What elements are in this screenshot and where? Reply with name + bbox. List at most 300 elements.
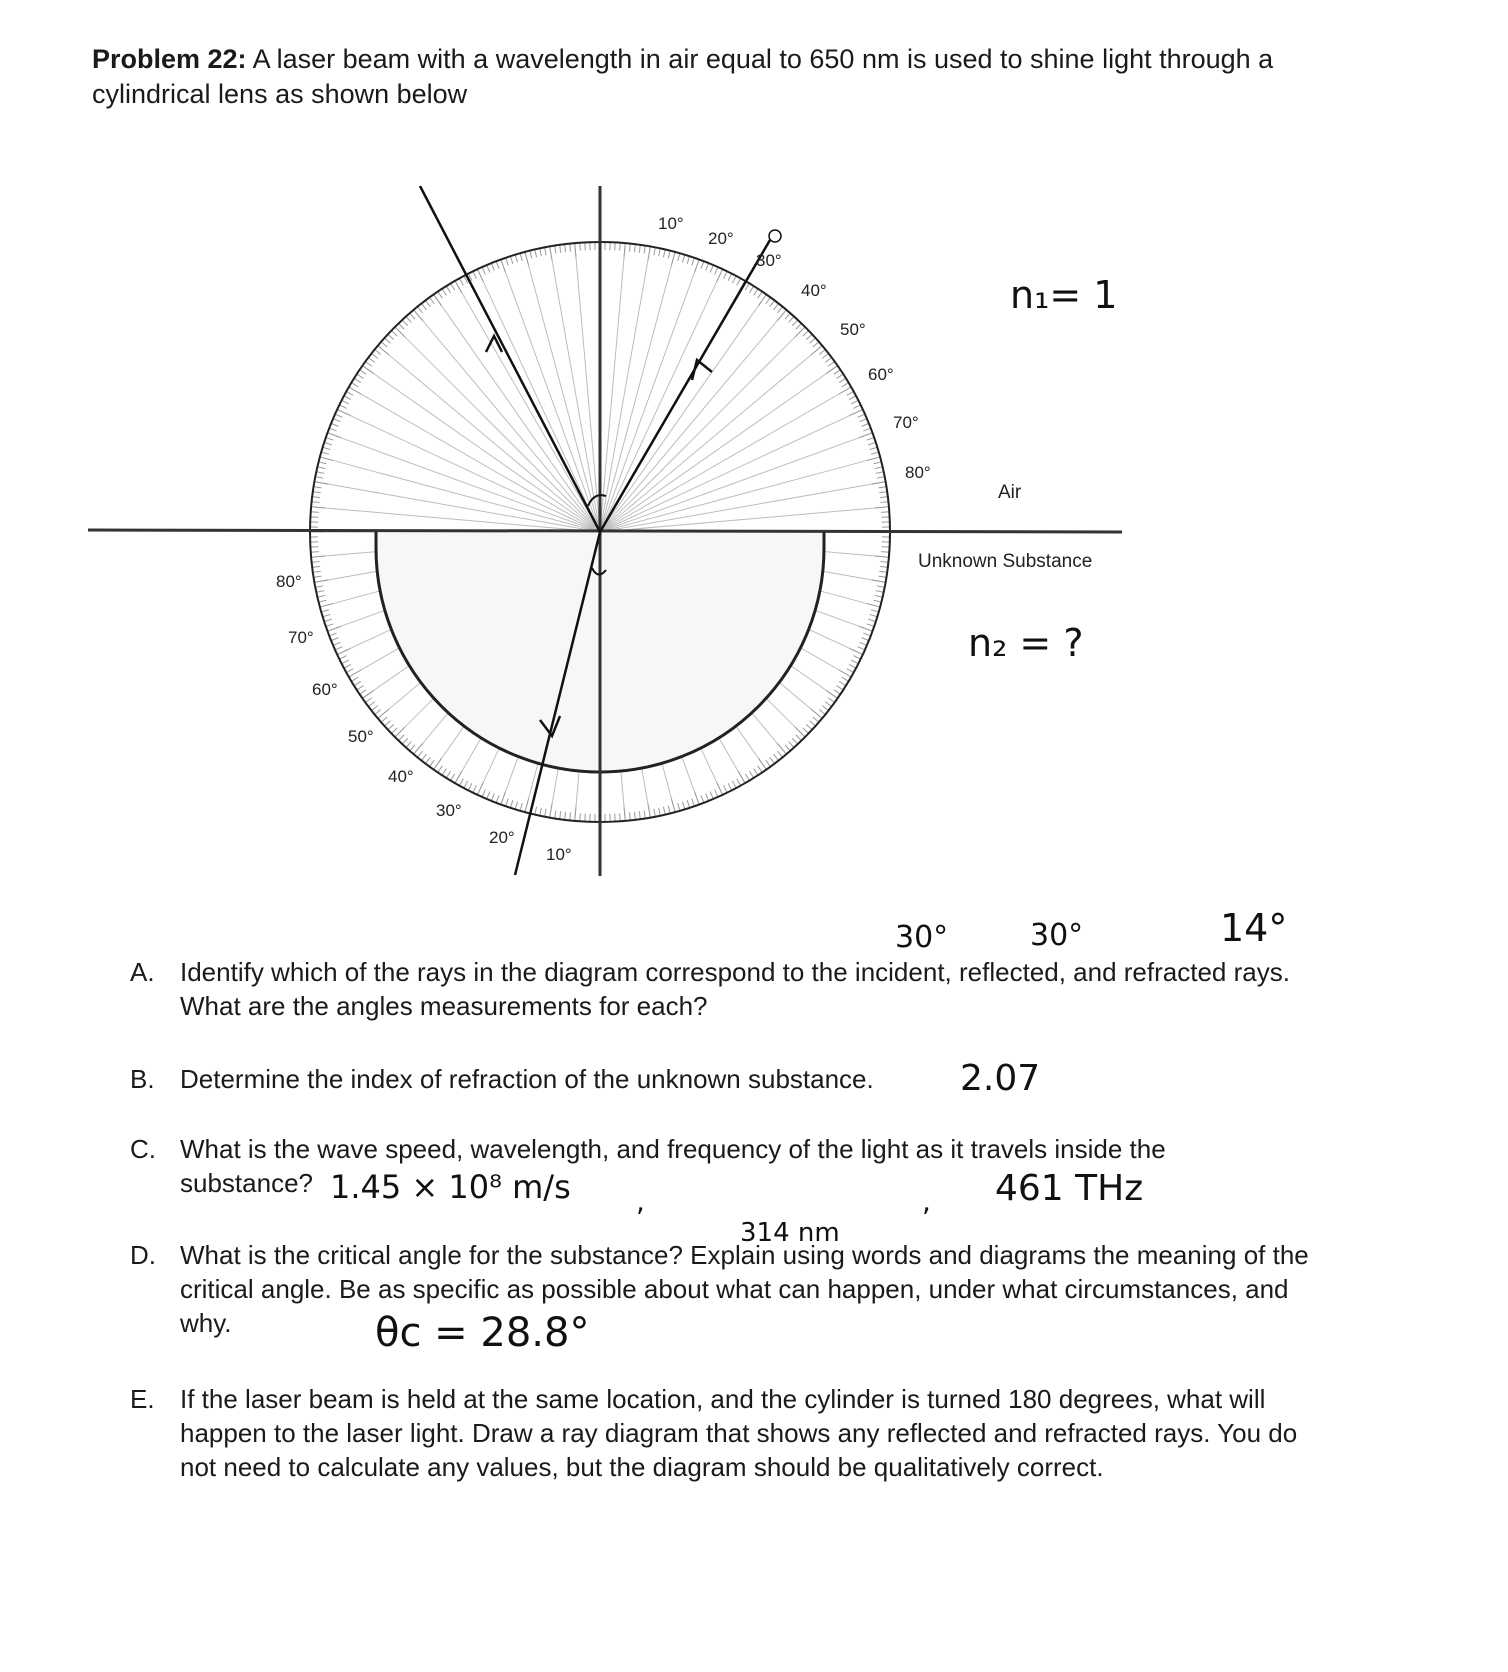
protractor-tick [487, 265, 490, 272]
answer-c-frequency: 461 THz [995, 1168, 1144, 1209]
protractor-tick [399, 735, 405, 741]
protractor-tick [468, 783, 472, 790]
protractor-tick [715, 267, 718, 274]
protractor-tick [333, 419, 340, 422]
protractor-tick [861, 423, 868, 426]
protractor-tick [391, 728, 397, 734]
question-e-letter: E. [130, 1384, 155, 1414]
protractor-tick [880, 497, 888, 498]
protractor-tick [810, 338, 816, 343]
protractor-tick [789, 316, 794, 322]
protractor-tick [506, 258, 509, 266]
protractor-tick [342, 400, 349, 404]
protractor-tick [792, 320, 797, 326]
protractor-tick [421, 754, 426, 760]
protractor-tick [861, 638, 868, 641]
protractor-tick [694, 259, 699, 272]
protractor-tick [311, 507, 325, 508]
answer-d-critical: θc = 28.8° [375, 1310, 590, 1356]
protractor-tick [344, 396, 351, 400]
question-d-text: What is the critical angle for the substance? Explain using words and diagrams the meaning of the critical angle. Be as specific as possible about what can happen, under what circumstances, and why. [180, 1240, 1309, 1338]
protractor-tick [810, 721, 816, 726]
protractor-tick [863, 428, 870, 431]
protractor-tick [777, 751, 782, 757]
protractor-tick [570, 244, 571, 252]
protractor-tick [879, 487, 887, 488]
protractor-tick [819, 349, 825, 354]
protractor-tick [849, 396, 856, 400]
protractor-tick [570, 812, 571, 820]
protractor-tick [319, 462, 327, 464]
protractor-tick [329, 428, 336, 431]
protractor-tick [668, 806, 670, 814]
protractor-tick [624, 807, 625, 821]
protractor-tick [312, 502, 320, 503]
protractor-tick [803, 728, 809, 734]
protractor-tick [774, 754, 779, 760]
protractor-tick [417, 307, 422, 313]
protractor-tick [774, 303, 779, 309]
protractor-tick [323, 447, 331, 449]
protractor-tick [839, 387, 851, 394]
protractor-tick [375, 349, 381, 354]
protractor-tick [406, 742, 411, 748]
protractor-tick [867, 438, 875, 441]
protractor-tick [368, 702, 374, 707]
protractor-tick [732, 781, 736, 788]
protractor-tick [806, 724, 812, 729]
protractor-tick [872, 482, 886, 484]
protractor-tick [738, 771, 745, 783]
protractor-tick [754, 769, 758, 776]
protractor-tick [371, 706, 377, 711]
protractor-tick [506, 799, 509, 807]
protractor-tick [648, 246, 650, 260]
protractor-tick [351, 383, 358, 387]
protractor-tick [354, 378, 361, 382]
protractor-tick [880, 566, 888, 567]
upper-label-80: 80° [905, 463, 931, 482]
upper-label-20: 20° [708, 229, 734, 248]
protractor-tick [777, 307, 782, 313]
protractor-tick [639, 245, 640, 253]
protractor-tick [875, 467, 883, 469]
protractor-tick [881, 512, 889, 513]
problem-text: A laser beam with a wavelength in air equal to 650 nm is used to shine light through a cylindrical lens as shown below [92, 44, 1274, 109]
protractor-tick [545, 247, 547, 255]
question-c [130, 1132, 1340, 1200]
protractor-tick [877, 477, 885, 479]
protractor-spoke [600, 507, 889, 532]
protractor-tick [737, 779, 741, 786]
protractor-tick [575, 243, 576, 257]
answer-a-refracted: 14° [1220, 906, 1288, 950]
protractor-tick [501, 259, 506, 272]
protractor-tick [879, 571, 887, 572]
protractor-tick [384, 338, 390, 343]
protractor-tick [828, 362, 834, 367]
protractor-tick [324, 619, 332, 621]
protractor-tick [867, 457, 881, 461]
protractor-tick [315, 477, 323, 479]
protractor-tick [766, 760, 771, 766]
protractor-tick [319, 600, 327, 602]
protractor-tick [312, 566, 320, 567]
lower-label-80: 80° [276, 572, 302, 591]
protractor-tick [575, 807, 576, 821]
protractor-tick [749, 771, 753, 778]
protractor-tick [849, 664, 856, 668]
protractor-tick [320, 603, 334, 607]
lower-label-70: 70° [288, 628, 314, 647]
protractor-tick [446, 286, 450, 293]
protractor-tick [870, 447, 878, 449]
protractor-tick [535, 249, 537, 257]
protractor-tick [365, 362, 371, 367]
air-label: Air [998, 482, 1022, 503]
protractor-tick [510, 256, 512, 264]
protractor-tick [327, 433, 340, 438]
protractor-tick [371, 353, 377, 358]
protractor-tick [375, 709, 381, 714]
protractor-spoke [600, 259, 699, 532]
protractor-tick [701, 261, 704, 268]
protractor-tick [863, 633, 870, 636]
protractor-tick [482, 267, 485, 274]
protractor-tick [344, 664, 351, 668]
protractor-spoke [311, 507, 600, 532]
protractor-tick [839, 378, 846, 382]
protractor-tick [384, 721, 390, 726]
protractor-tick [315, 586, 323, 588]
protractor-tick [580, 813, 581, 821]
protractor-tick [365, 698, 371, 703]
protractor-tick [381, 717, 387, 722]
protractor-spoke [327, 433, 600, 532]
protractor-tick [342, 660, 349, 664]
protractor-tick [654, 809, 656, 817]
upper-label-50: 50° [840, 320, 866, 339]
protractor-tick [659, 248, 661, 256]
upper-label-60: 60° [868, 365, 894, 384]
protractor-tick [491, 263, 494, 270]
question-b-letter: B. [130, 1064, 155, 1094]
protractor-tick [796, 735, 802, 741]
protractor-tick [834, 370, 841, 374]
protractor-tick [525, 252, 529, 266]
protractor-tick [663, 249, 665, 257]
protractor-tick [758, 292, 762, 299]
protractor-tick [687, 800, 689, 808]
protractor-tick [624, 243, 625, 257]
protractor-tick [875, 595, 883, 597]
answer-c-wavelength: 314 nm [740, 1218, 840, 1248]
protractor-tick [535, 807, 537, 815]
protractor-tick [317, 467, 325, 469]
protractor-spoke [337, 409, 600, 532]
protractor-tick [858, 414, 865, 417]
protractor-tick [724, 271, 728, 278]
protractor-spoke [501, 259, 600, 532]
protractor-tick [701, 795, 704, 802]
protractor-tick [324, 442, 332, 444]
protractor-tick [560, 245, 561, 253]
protractor-tick [678, 253, 680, 261]
protractor-tick [317, 595, 325, 597]
protractor-tick [349, 670, 361, 677]
protractor-tick [877, 586, 885, 588]
protractor-tick [316, 472, 324, 474]
protractor-tick [459, 278, 463, 285]
protractor-tick [339, 405, 346, 409]
protractor-tick [313, 571, 321, 572]
protractor-tick [876, 591, 884, 593]
protractor-tick [867, 624, 875, 627]
protractor-tick [717, 782, 723, 795]
protractor-tick [477, 269, 483, 282]
lower-label-30: 30° [436, 801, 462, 820]
answer-c-speed: 1.45 × 10⁸ m/s [330, 1168, 571, 1206]
interface-line [88, 530, 1122, 532]
protractor-tick [785, 745, 790, 751]
protractor-tick [313, 492, 321, 493]
protractor-tick [639, 811, 640, 819]
upper-label-30: 30° [756, 251, 782, 270]
lower-label-10: 10° [546, 845, 572, 864]
protractor-tick [687, 256, 689, 264]
protractor-tick [842, 383, 849, 387]
protractor-tick [473, 785, 477, 792]
protractor-tick [803, 331, 809, 337]
protractor-tick [858, 647, 865, 650]
protractor-spoke [320, 457, 600, 532]
protractor-tick [682, 802, 684, 810]
protractor-tick [853, 405, 860, 409]
protractor-tick [796, 323, 802, 329]
protractor-tick [357, 374, 364, 378]
protractor-tick [634, 812, 635, 820]
pin-circle-icon [769, 230, 781, 242]
protractor-tick [871, 452, 879, 454]
protractor-tick [749, 286, 753, 293]
protractor-tick [671, 799, 675, 813]
protractor-tick [876, 472, 884, 474]
protractor-tick [337, 649, 350, 655]
protractor-tick [663, 807, 665, 815]
protractor-spoke [600, 243, 625, 532]
protractor-tick [694, 791, 699, 804]
protractor-tick [333, 642, 340, 645]
protractor-spoke [600, 457, 880, 532]
problem-label: Problem 22: [92, 44, 247, 74]
protractor-tick [770, 757, 775, 763]
protractor-tick [682, 255, 684, 263]
protractor-tick [859, 433, 872, 438]
protractor-tick [875, 556, 889, 557]
protractor-tick [813, 717, 819, 722]
protractor-tick [580, 243, 581, 251]
upper-label-10: 10° [658, 214, 684, 233]
protractor-tick [880, 561, 888, 562]
protractor-tick [402, 738, 407, 744]
protractor-tick [525, 799, 529, 813]
answer-b-index: 2.07 [960, 1058, 1041, 1099]
protractor-tick [446, 771, 450, 778]
protractor-tick [565, 812, 566, 820]
protractor-tick [496, 795, 499, 802]
protractor-tick [540, 248, 542, 256]
protractor-tick [870, 614, 878, 616]
protractor-tick [496, 261, 499, 268]
protractor-tick [717, 269, 723, 282]
protractor-tick [644, 246, 645, 254]
question-b-text: Determine the index of refraction of the unknown substance. [180, 1064, 874, 1094]
question-a-letter: A. [130, 957, 155, 987]
protractor-tick [346, 669, 353, 673]
protractor-tick [491, 793, 494, 800]
protractor-tick [515, 802, 517, 810]
question-d [130, 1238, 1340, 1340]
protractor-tick [706, 793, 709, 800]
protractor-tick [477, 782, 483, 795]
protractor-tick [326, 624, 334, 627]
protractor-tick [710, 792, 713, 799]
protractor-tick [825, 702, 831, 707]
protractor-tick [745, 283, 749, 290]
protractor-tick [311, 512, 319, 513]
protractor-tick [629, 244, 630, 252]
protractor-tick [360, 690, 367, 694]
protractor-tick [351, 677, 358, 681]
question-a-text: Identify which of the rays in the diagram correspond to the incident, reflected, and refracted rays. What are the angles measurements for each? [180, 957, 1290, 1021]
protractor-tick [822, 706, 828, 711]
answer-c-sep1: , [636, 1185, 645, 1218]
protractor-tick [314, 580, 328, 582]
protractor-tick [335, 414, 342, 417]
protractor-tick [545, 809, 547, 817]
protractor-tick [335, 647, 342, 650]
protractor-tick [473, 271, 477, 278]
protractor-tick [874, 462, 882, 464]
protractor-tick [314, 487, 322, 488]
protractor-tick [875, 507, 889, 508]
protractor-tick [360, 370, 367, 374]
protractor-tick [417, 751, 422, 757]
protractor-tick [728, 274, 732, 281]
protractor-tick [792, 738, 797, 744]
protractor-tick [839, 670, 851, 677]
protractor-tick [314, 482, 328, 484]
protractor-tick [451, 283, 455, 290]
protractor-tick [406, 316, 411, 322]
protractor-tick [879, 492, 887, 493]
upper-label-70: 70° [893, 413, 919, 432]
protractor-tick [789, 742, 794, 748]
protractor-tick [357, 686, 364, 690]
protractor-tick [331, 423, 338, 426]
protractor-spoke [477, 269, 600, 532]
protractor-tick [565, 244, 566, 252]
protractor-tick [692, 258, 695, 266]
protractor-spoke [600, 269, 723, 532]
protractor-tick [388, 334, 394, 339]
question-d-letter: D. [130, 1240, 156, 1270]
protractor-tick [451, 774, 455, 781]
protractor-tick [874, 600, 882, 602]
protractor-tick [839, 681, 846, 685]
protractor-tick [881, 552, 889, 553]
protractor-tick [758, 766, 762, 773]
protractor-tick [813, 342, 819, 347]
protractor-tick [455, 771, 462, 783]
answer-a-reflected: 30° [1030, 918, 1084, 953]
protractor-tick [430, 297, 435, 303]
protractor-tick [648, 804, 650, 818]
protractor-tick [745, 774, 749, 781]
protractor-tick [850, 409, 863, 415]
protractor-tick [425, 757, 430, 763]
protractor-tick [425, 300, 430, 306]
question-e [130, 1382, 1340, 1484]
protractor-tick [847, 669, 854, 673]
protractor-tick [550, 246, 552, 260]
protractor-tick [410, 745, 415, 751]
protractor-tick [871, 610, 879, 612]
protractor-tick [819, 709, 825, 714]
question-c-text: What is the wave speed, wavelength, and frequency of the light as it travels inside the substance? [180, 1134, 1166, 1198]
protractor-tick [692, 799, 695, 807]
lower-label-50: 50° [348, 727, 374, 746]
protractor-tick [438, 766, 442, 773]
protractor-tick [349, 387, 361, 394]
protractor-tick [316, 591, 324, 593]
answer-c-sep2: , [922, 1185, 931, 1218]
protractor-tick [671, 252, 675, 266]
protractor-tick [868, 619, 876, 621]
protractor-tick [438, 292, 442, 299]
lower-label-60: 60° [312, 680, 338, 699]
protractor-tick [654, 247, 656, 255]
protractor-tick [339, 656, 346, 660]
protractor-tick [837, 686, 844, 690]
protractor-tick [354, 681, 361, 685]
protractor-tick [770, 300, 775, 306]
protractor-tick [501, 791, 506, 804]
protractor-tick [402, 320, 407, 326]
protractor-tick [737, 278, 741, 285]
protractor-tick [828, 698, 834, 703]
protractor-tick [388, 724, 394, 729]
n2-note: n₂ = ? [968, 621, 1084, 665]
protractor-tick [329, 633, 336, 636]
protractor-tick [715, 790, 718, 797]
protractor-tick [872, 580, 886, 582]
protractor-tick [785, 313, 790, 319]
protractor-spoke [525, 252, 600, 532]
protractor-tick [312, 497, 320, 498]
protractor-tick [530, 251, 532, 259]
question-e-text: If the laser beam is held at the same location, and the cylinder is turned 180 degrees, what will happen to the laser light. Draw a ray diagram that shows any reflected and refracted rays. You do not need to calculate any values, but the diagram should be qualitatively correct. [180, 1384, 1298, 1482]
protractor-tick [314, 576, 322, 577]
protractor-tick [311, 552, 319, 553]
protractor-tick [560, 811, 561, 819]
protractor-tick [510, 800, 512, 808]
protractor-tick [867, 603, 881, 607]
protractor-tick [540, 808, 542, 816]
protractor-tick [825, 357, 831, 362]
protractor-tick [515, 255, 517, 263]
protractor-tick [847, 391, 854, 395]
